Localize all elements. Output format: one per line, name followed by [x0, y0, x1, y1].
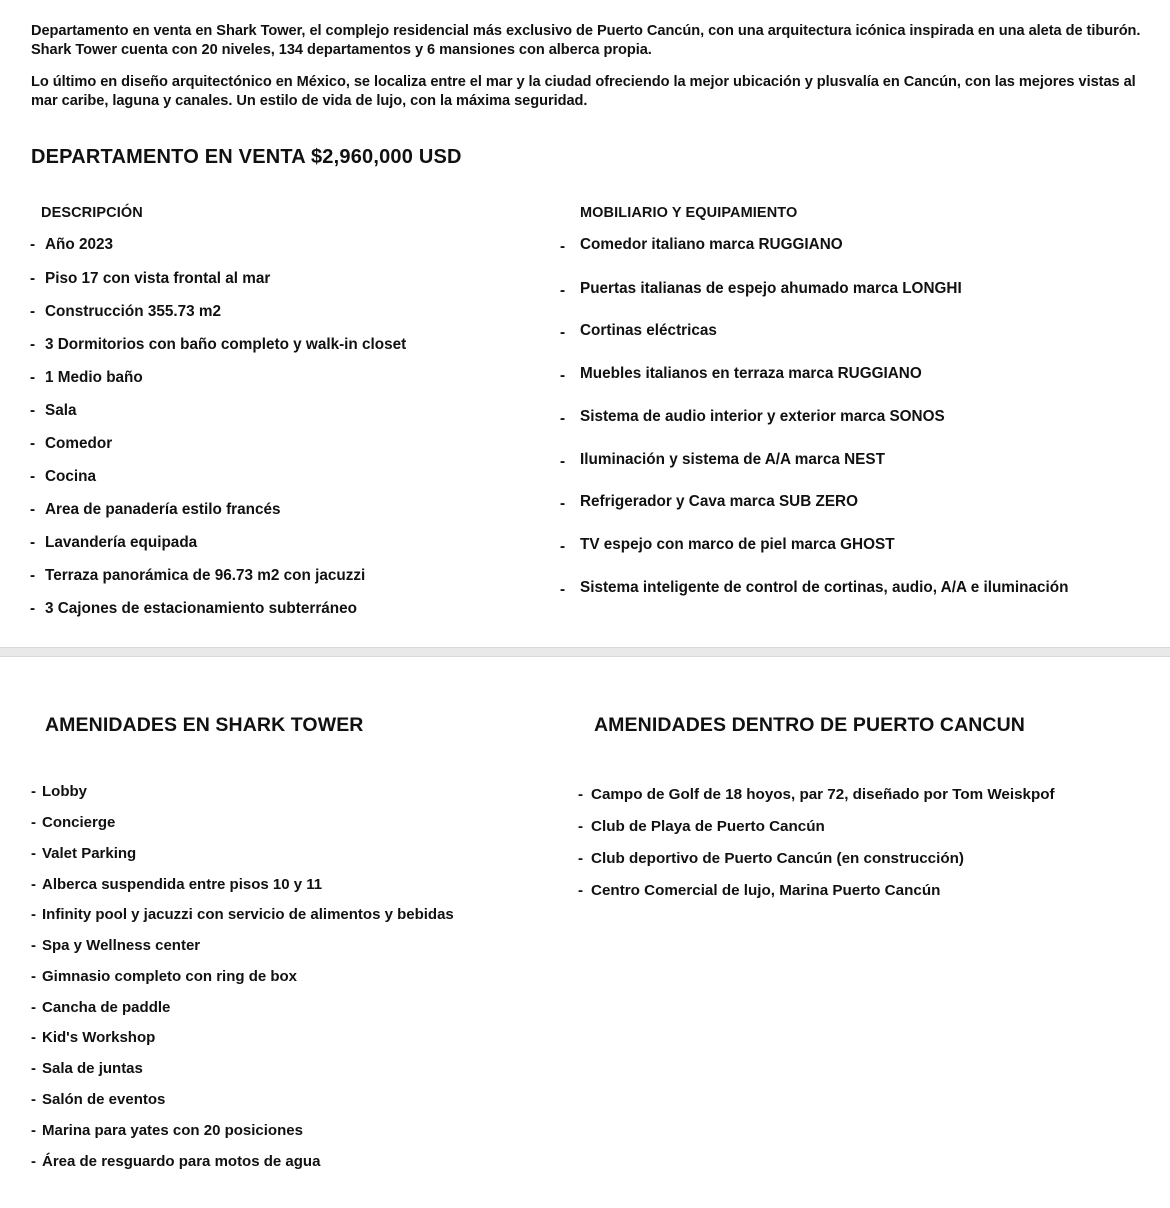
- list-item-text: Cocina: [45, 468, 96, 485]
- bullet-dash: -: [31, 1153, 36, 1170]
- list-item-text: Muebles italianos en terraza marca RUGGIANO: [580, 365, 922, 382]
- list-item-text: Sala: [45, 402, 77, 419]
- list-item-text: Salón de eventos: [42, 1091, 166, 1108]
- list-item-text: Lavandería equipada: [45, 534, 198, 551]
- bullet-dash: -: [560, 453, 566, 470]
- list-item-text: 3 Cajones de estacionamiento subterráneo: [45, 600, 357, 617]
- list-item-text: Año 2023: [45, 236, 114, 253]
- list-item-text: Infinity pool y jacuzzi con servicio de alimentos y bebidas: [42, 906, 454, 923]
- bullet-dash: -: [31, 1122, 36, 1139]
- bullet-dash: -: [30, 468, 36, 485]
- bullet-dash: -: [31, 1091, 36, 1108]
- bullet-dash: -: [30, 336, 36, 353]
- bullet-dash: -: [560, 581, 566, 598]
- bullet-dash: -: [31, 999, 36, 1016]
- bullet-dash: -: [560, 238, 566, 255]
- bullet-dash: -: [31, 906, 36, 923]
- intro-paragraph-1: Departamento en venta en Shark Tower, el complejo residencial más exclusivo de Puerto Cancún, con una arquitectura icónica inspirada en una aleta de tiburón. Shark Tower cuenta con 20 niveles, 134 departamentos y 6 mansiones con alberca propia.: [31, 23, 1141, 58]
- bullet-dash: -: [31, 783, 36, 800]
- list-item-text: Alberca suspendida entre pisos 10 y 11: [42, 876, 323, 893]
- bullet-dash: -: [30, 303, 36, 320]
- list-item-text: Puertas italianas de espejo ahumado marca LONGHI: [580, 280, 962, 297]
- list-item-text: Comedor italiano marca RUGGIANO: [580, 236, 843, 253]
- bottom-card: [0, 656, 1170, 1208]
- bullet-dash: -: [31, 1029, 36, 1046]
- list-item-text: Marina para yates con 20 posiciones: [42, 1122, 303, 1139]
- card-separator: [0, 648, 1170, 656]
- list-item-text: Iluminación y sistema de A/A marca NEST: [580, 451, 885, 468]
- bullet-dash: -: [31, 876, 36, 893]
- list-item-text: Cancha de paddle: [42, 999, 171, 1016]
- list-item-text: Cortinas eléctricas: [580, 322, 717, 339]
- bullet-dash: -: [31, 845, 36, 862]
- list-item-text: Sistema inteligente de control de cortinas, audio, A/A e iluminación: [580, 579, 1069, 596]
- bullet-dash: -: [560, 367, 566, 384]
- bullet-dash: -: [578, 786, 584, 803]
- list-item-text: Spa y Wellness center: [42, 937, 201, 954]
- bullet-dash: -: [31, 937, 36, 954]
- bullet-dash: -: [30, 501, 36, 518]
- list-item-text: Valet Parking: [42, 845, 137, 862]
- list-item-text: TV espejo con marco de piel marca GHOST: [580, 536, 895, 553]
- list-item-text: Comedor: [45, 435, 113, 452]
- bullet-dash: -: [30, 600, 36, 617]
- list-item-text: 3 Dormitorios con baño completo y walk-in closet: [45, 336, 407, 353]
- list-item-text: Construcción 355.73 m2: [45, 303, 221, 320]
- intro-paragraph-2: Lo último en diseño arquitectónico en México, se localiza entre el mar y la ciudad ofreciendo la mejor ubicación y plusvalía en Cancún, con las mejores vistas al mar caribe, laguna y canales. Un estilo de vida de lujo, con la máxima seguridad.: [31, 74, 1136, 109]
- bullet-dash: -: [30, 402, 36, 419]
- list-item-text: Club de Playa de Puerto Cancún: [591, 818, 825, 835]
- list-item-text: Refrigerador y Cava marca SUB ZERO: [580, 493, 858, 510]
- list-item-text: Sistema de audio interior y exterior marca SONOS: [580, 408, 945, 425]
- bullet-dash: -: [30, 435, 36, 452]
- bullet-dash: -: [578, 818, 584, 835]
- puerto-cancun-amenities-heading: AMENIDADES DENTRO DE PUERTO CANCUN: [594, 714, 1025, 736]
- bullet-dash: -: [578, 882, 584, 899]
- list-item-text: 1 Medio baño: [45, 369, 143, 386]
- list-item-text: Club deportivo de Puerto Cancún (en construcción): [591, 850, 964, 867]
- bullet-dash: -: [560, 495, 566, 512]
- bullet-dash: -: [30, 236, 36, 253]
- bullet-dash: -: [30, 534, 36, 551]
- bullet-dash: -: [578, 850, 584, 867]
- bullet-dash: -: [560, 538, 566, 555]
- list-item-text: Kid's Workshop: [42, 1029, 156, 1046]
- bullet-dash: -: [30, 567, 36, 584]
- bullet-dash: -: [560, 324, 566, 341]
- bullet-dash: -: [31, 968, 36, 985]
- bullet-dash: -: [30, 369, 36, 386]
- bullet-dash: -: [31, 1060, 36, 1077]
- bullet-dash: -: [31, 814, 36, 831]
- bullet-dash: -: [30, 270, 36, 287]
- shark-tower-amenities-heading: AMENIDADES EN SHARK TOWER: [45, 714, 364, 736]
- list-item-text: Concierge: [42, 814, 116, 831]
- list-item-text: Piso 17 con vista frontal al mar: [45, 270, 271, 287]
- list-item-text: Terraza panorámica de 96.73 m2 con jacuzzi: [45, 567, 366, 584]
- list-item-text: Gimnasio completo con ring de box: [42, 968, 298, 985]
- list-item-text: Area de panadería estilo francés: [45, 501, 281, 518]
- list-item-text: Sala de juntas: [42, 1060, 143, 1077]
- mobiliario-heading: MOBILIARIO Y EQUIPAMIENTO: [580, 205, 798, 221]
- descripcion-heading: DESCRIPCIÓN: [41, 205, 143, 221]
- list-item-text: Campo de Golf de 18 hoyos, par 72, diseñado por Tom Weiskpof: [591, 786, 1055, 803]
- list-item-text: Lobby: [42, 783, 87, 800]
- list-item-text: Área de resguardo para motos de agua: [42, 1153, 321, 1170]
- list-item-text: Centro Comercial de lujo, Marina Puerto Cancún: [591, 882, 941, 899]
- bullet-dash: -: [560, 410, 566, 427]
- bullet-dash: -: [560, 282, 566, 299]
- price-title: DEPARTAMENTO EN VENTA $2,960,000 USD: [31, 146, 462, 168]
